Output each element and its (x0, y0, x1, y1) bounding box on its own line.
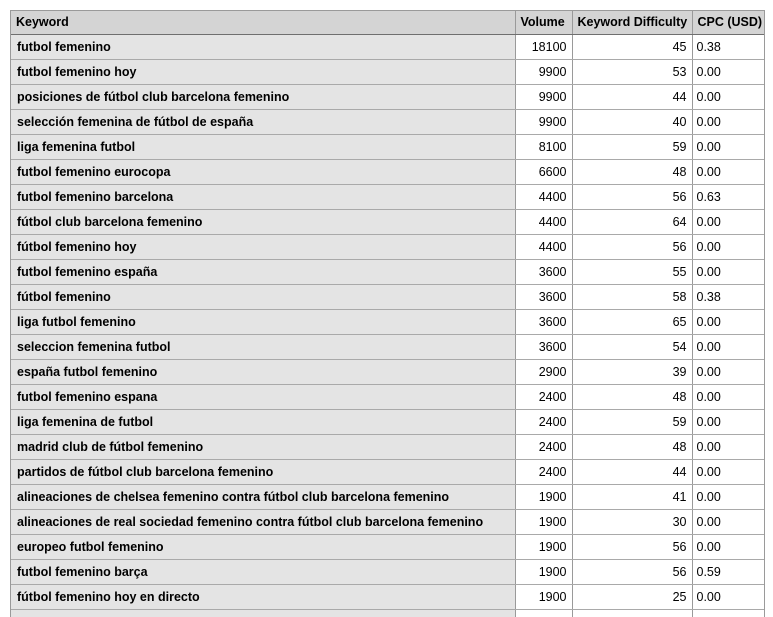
cell-volume[interactable]: 18100 (515, 34, 572, 59)
cell-cpc[interactable]: 0.38 (692, 284, 764, 309)
cell-volume[interactable]: 1900 (515, 509, 572, 534)
cell-cpc[interactable]: 0.00 (692, 209, 764, 234)
cell-keyword[interactable]: fútbol femenino hoy en directo (11, 584, 515, 609)
table-row (11, 384, 764, 409)
cell-cpc[interactable]: 0.00 (692, 434, 764, 459)
cell-volume[interactable]: 3600 (515, 334, 572, 359)
cell-keyword-difficulty[interactable]: 54 (572, 334, 692, 359)
cell-keyword[interactable]: fútbol femenino hoy (11, 234, 515, 259)
cell-volume[interactable]: 9900 (515, 84, 572, 109)
table-body (11, 34, 764, 617)
keyword-table (11, 11, 764, 617)
cell-keyword-difficulty[interactable]: 56 (572, 184, 692, 209)
cell-keyword[interactable]: futbol femenino hoy (11, 59, 515, 84)
cell-keyword[interactable]: futbol femenino barça (11, 559, 515, 584)
cell-keyword-difficulty[interactable]: 40 (572, 109, 692, 134)
cell-cpc[interactable]: 0.00 (692, 459, 764, 484)
cell-keyword[interactable]: liga futbol femenino (11, 309, 515, 334)
table-row (11, 559, 764, 584)
cell-keyword-difficulty[interactable]: 44 (572, 84, 692, 109)
cell-volume[interactable]: 1900 (515, 559, 572, 584)
table-row (11, 359, 764, 384)
cell-keyword[interactable]: liga femenina futbol (11, 134, 515, 159)
cell-keyword-difficulty[interactable]: 25 (572, 584, 692, 609)
cell-keyword-difficulty[interactable]: 56 (572, 534, 692, 559)
cell-keyword-difficulty[interactable]: 55 (572, 259, 692, 284)
table-row (11, 134, 764, 159)
cell-keyword-difficulty[interactable]: 56 (572, 559, 692, 584)
cell-cpc[interactable]: 0.00 (692, 534, 764, 559)
table-row (11, 209, 764, 234)
table-row (11, 34, 764, 59)
cell-keyword-difficulty[interactable]: 30 (572, 509, 692, 534)
cell-cpc[interactable]: 0.00 (692, 259, 764, 284)
header-row (11, 11, 764, 34)
cell-keyword-difficulty[interactable]: 39 (572, 359, 692, 384)
cell-keyword-difficulty[interactable]: 48 (572, 384, 692, 409)
cell-volume[interactable]: 4400 (515, 234, 572, 259)
cell-keyword-difficulty[interactable]: 44 (572, 459, 692, 484)
cell-volume[interactable]: 3600 (515, 309, 572, 334)
table-row (11, 509, 764, 534)
table-row (11, 484, 764, 509)
cell-keyword-difficulty[interactable]: 59 (572, 409, 692, 434)
cell-volume[interactable]: 1900 (515, 534, 572, 559)
cell-keyword[interactable]: futbol femenino barcelona (11, 184, 515, 209)
cell-cpc[interactable]: 0.00 (692, 59, 764, 84)
cell-cpc[interactable]: 0.59 (692, 559, 764, 584)
cell-cpc[interactable]: 0.38 (692, 34, 764, 59)
cell-cpc[interactable]: 0.00 (692, 309, 764, 334)
header-volume[interactable]: Volume (515, 11, 572, 34)
cell-keyword[interactable]: alineaciones de real sociedad femenino contra fútbol club barcelona femenino (11, 509, 515, 534)
cell-cpc[interactable]: 0.00 (692, 334, 764, 359)
cell-keyword[interactable]: alineaciones de chelsea femenino contra fútbol club barcelona femenino (11, 484, 515, 509)
table-header (11, 11, 764, 34)
cell-keyword[interactable]: selección femenina de fútbol de españa (11, 109, 515, 134)
cell-keyword[interactable]: liga femenina de futbol (11, 409, 515, 434)
cell-keyword-difficulty[interactable]: 64 (572, 209, 692, 234)
cell-keyword-difficulty[interactable]: 58 (572, 284, 692, 309)
cell-keyword[interactable]: futbol femenino (11, 34, 515, 59)
cell-cpc[interactable]: 0.00 (692, 584, 764, 609)
keyword-table-container (10, 10, 765, 617)
cell-volume[interactable]: 2400 (515, 384, 572, 409)
cell-keyword[interactable]: posiciones de fútbol club barcelona femenino (11, 84, 515, 109)
table-row (11, 309, 764, 334)
cell-cpc[interactable]: 0.00 (692, 234, 764, 259)
table-row (11, 159, 764, 184)
cell-keyword[interactable]: futbol femenino españa (11, 259, 515, 284)
cell-keyword[interactable]: españa futbol femenino (11, 359, 515, 384)
table-row (11, 584, 764, 609)
cell-volume[interactable]: 3600 (515, 284, 572, 309)
cell-volume[interactable]: 6600 (515, 159, 572, 184)
header-keyword-difficulty[interactable]: Keyword Difficulty (572, 11, 692, 34)
cell-keyword-difficulty[interactable]: 65 (572, 309, 692, 334)
cell-keyword[interactable]: partidos de fútbol club barcelona femenino (11, 459, 515, 484)
cell-keyword[interactable]: seleccion femenina futbol (11, 334, 515, 359)
cell-keyword-difficulty[interactable]: 48 (572, 434, 692, 459)
table-row (11, 84, 764, 109)
table-row (11, 59, 764, 84)
cell-cpc[interactable]: 0.00 (692, 509, 764, 534)
table-row (11, 459, 764, 484)
cell-volume[interactable]: 2900 (515, 359, 572, 384)
cell-keyword-difficulty[interactable]: 48 (572, 159, 692, 184)
cell-keyword[interactable]: fútbol club barcelona femenino (11, 209, 515, 234)
cell-volume[interactable]: 2400 (515, 409, 572, 434)
cell-keyword-difficulty[interactable]: 45 (572, 34, 692, 59)
table-row (11, 284, 764, 309)
cell-cpc[interactable]: 0.00 (692, 484, 764, 509)
table-row (11, 534, 764, 559)
cell-cpc[interactable]: 0.00 (692, 84, 764, 109)
cell-volume[interactable]: 9900 (515, 109, 572, 134)
cell-cpc[interactable]: 0.00 (692, 134, 764, 159)
cell-keyword[interactable]: futbol femenino eurocopa (11, 159, 515, 184)
header-cpc[interactable]: CPC (USD) (692, 11, 764, 34)
cell-volume[interactable]: 9900 (515, 59, 572, 84)
table-row (11, 259, 764, 284)
cell-volume[interactable]: 4400 (515, 209, 572, 234)
cell-cpc[interactable]: 0.00 (692, 384, 764, 409)
cell-cpc[interactable]: 0.00 (692, 409, 764, 434)
cell-volume[interactable]: 8100 (515, 134, 572, 159)
table-row (11, 434, 764, 459)
cell-cpc[interactable]: 0.63 (692, 184, 764, 209)
cell-keyword-difficulty[interactable]: 41 (572, 484, 692, 509)
cell-volume[interactable]: 2400 (515, 459, 572, 484)
cell-cpc[interactable]: 0.00 (692, 359, 764, 384)
cell-volume[interactable]: 1900 (515, 584, 572, 609)
table-row (11, 334, 764, 359)
table-row (11, 409, 764, 434)
cell-cpc[interactable]: 0.00 (692, 109, 764, 134)
cell-keyword-difficulty[interactable]: 53 (572, 59, 692, 84)
cell-keyword[interactable]: fútbol femenino (11, 284, 515, 309)
cell-volume[interactable]: 3600 (515, 259, 572, 284)
cell-cpc[interactable]: 0.00 (692, 159, 764, 184)
table-row (11, 234, 764, 259)
cell-volume[interactable]: 4400 (515, 184, 572, 209)
cell-keyword[interactable]: europeo futbol femenino (11, 534, 515, 559)
cell-keyword[interactable]: futbol femenino espana (11, 384, 515, 409)
cell-keyword-difficulty[interactable]: 56 (572, 234, 692, 259)
table-row (11, 109, 764, 134)
cell-keyword-difficulty[interactable]: 59 (572, 134, 692, 159)
cell-keyword[interactable]: madrid club de fútbol femenino (11, 434, 515, 459)
header-keyword[interactable]: Keyword (11, 11, 515, 34)
table-row (11, 184, 764, 209)
cell-volume[interactable]: 1900 (515, 484, 572, 509)
cell-volume[interactable]: 2400 (515, 434, 572, 459)
